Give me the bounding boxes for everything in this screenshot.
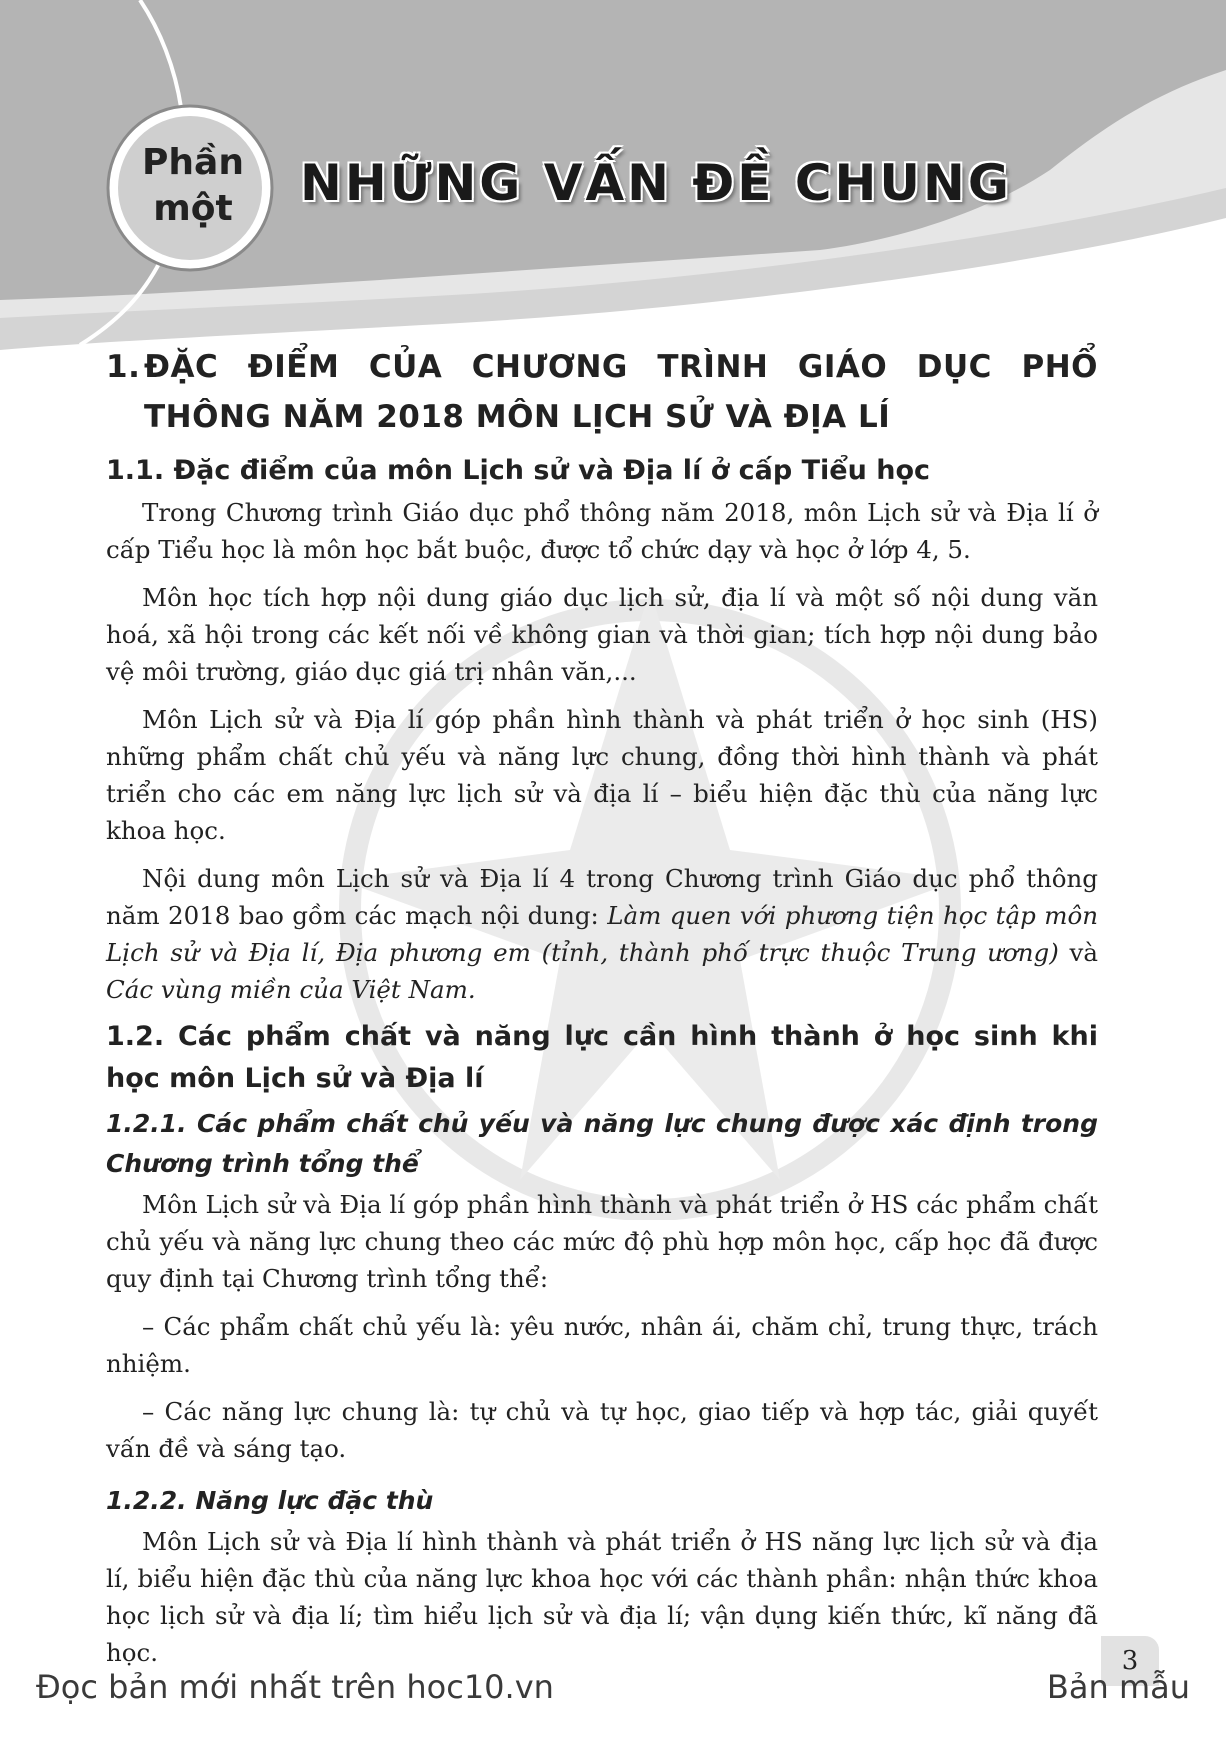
section-1-2-2-heading: 1.2.2. Năng lực đặc thù xyxy=(106,1486,434,1515)
section-1-number: 1. xyxy=(106,349,141,385)
paragraph: Môn học tích hợp nội dung giáo dục lịch sử, địa lí và một số nội dung văn hoá, xã hội trong các kết nối về không gian và thời gian; tích hợp nội dung bảo vệ môi trường, giáo dục giá trị nhân văn,... xyxy=(106,583,1098,686)
page-number: 3 xyxy=(1101,1636,1159,1686)
paragraph: Trong Chương trình Giáo dục phổ thông năm 2018, môn Lịch sử và Địa lí ở cấp Tiểu học là môn học bắt buộc, được tổ chức dạy và học ở lớp 4, 5. xyxy=(106,498,1098,564)
list-item: – Các phẩm chất chủ yếu là: yêu nước, nhân ái, chăm chỉ, trung thực, trách nhiệm. xyxy=(106,1312,1098,1378)
badge-line-2: một xyxy=(153,188,233,229)
section-1-2-1-heading: 1.2.1. Các phẩm chất chủ yếu và năng lực chung được xác định trong Chương trình tổng thể xyxy=(106,1109,1098,1178)
page-content xyxy=(106,342,1098,1671)
list-item: – Các năng lực chung là: tự chủ và tự học, giao tiếp và hợp tác, giải quyết vấn đề và sáng tạo. xyxy=(106,1397,1098,1463)
part-badge xyxy=(108,140,278,232)
footer-source-link[interactable]: Đọc bản mới nhất trên hoc10.vn xyxy=(36,1668,554,1706)
section-1-1-heading: 1.1. Đặc điểm của môn Lịch sử và Địa lí ở cấp Tiểu học xyxy=(106,455,931,486)
part-title: NHỮNG VẤN ĐỀ CHUNG xyxy=(300,154,1012,212)
paragraph: Môn Lịch sử và Địa lí góp phần hình thành và phát triển ở học sinh (HS) những phẩm chất chủ yếu và năng lực chung, đồng thời hình thành và phát triển cho các em năng lực lịch sử và địa lí – biểu hiện đặc thù của năng lực khoa học. xyxy=(106,705,1098,845)
section-1-2-heading: 1.2. Các phẩm chất và năng lực cần hình thành ở học sinh khi học môn Lịch sử và Địa lí xyxy=(106,1021,1098,1094)
italic-run: Làm quen với phương tiện học tập môn Lịch sử và Địa lí, Địa phương em (tỉnh, thành phố trực thuộc Trung ương) xyxy=(106,901,1098,967)
footer-sample-label: Bản mẫu xyxy=(1046,1668,1190,1706)
paragraph: Môn Lịch sử và Địa lí hình thành và phát triển ở HS năng lực lịch sử và địa lí, biểu hiện đặc thù của năng lực khoa học với các thành phần: nhận thức khoa học lịch sử và địa lí; tìm hiểu lịch sử và địa lí; vận dụng kiến thức, kĩ năng đã học. xyxy=(106,1527,1098,1667)
paragraph: Môn Lịch sử và Địa lí góp phần hình thành và phát triển ở HS các phẩm chất chủ yếu và năng lực chung theo các mức độ phù hợp môn học, cấp học đã được quy định tại Chương trình tổng thể: xyxy=(106,1190,1098,1293)
italic-run: Các vùng miền của Việt Nam. xyxy=(106,975,476,1004)
section-1-heading xyxy=(106,342,1098,442)
section-1-title: ĐẶC ĐIỂM CỦA CHƯƠNG TRÌNH GIÁO DỤC PHỔ THÔNG NĂM 2018 MÔN LỊCH SỬ VÀ ĐỊA LÍ xyxy=(144,349,1098,435)
badge-line-1: Phần xyxy=(142,142,244,183)
text-run: và xyxy=(1058,938,1098,967)
text-run: Nội dung môn Lịch sử và Địa lí 4 trong Chương trình Giáo dục phổ thông năm 2018 bao gồm các mạch nội dung: xyxy=(106,864,1098,930)
paragraph-content-strands xyxy=(106,860,1098,1008)
